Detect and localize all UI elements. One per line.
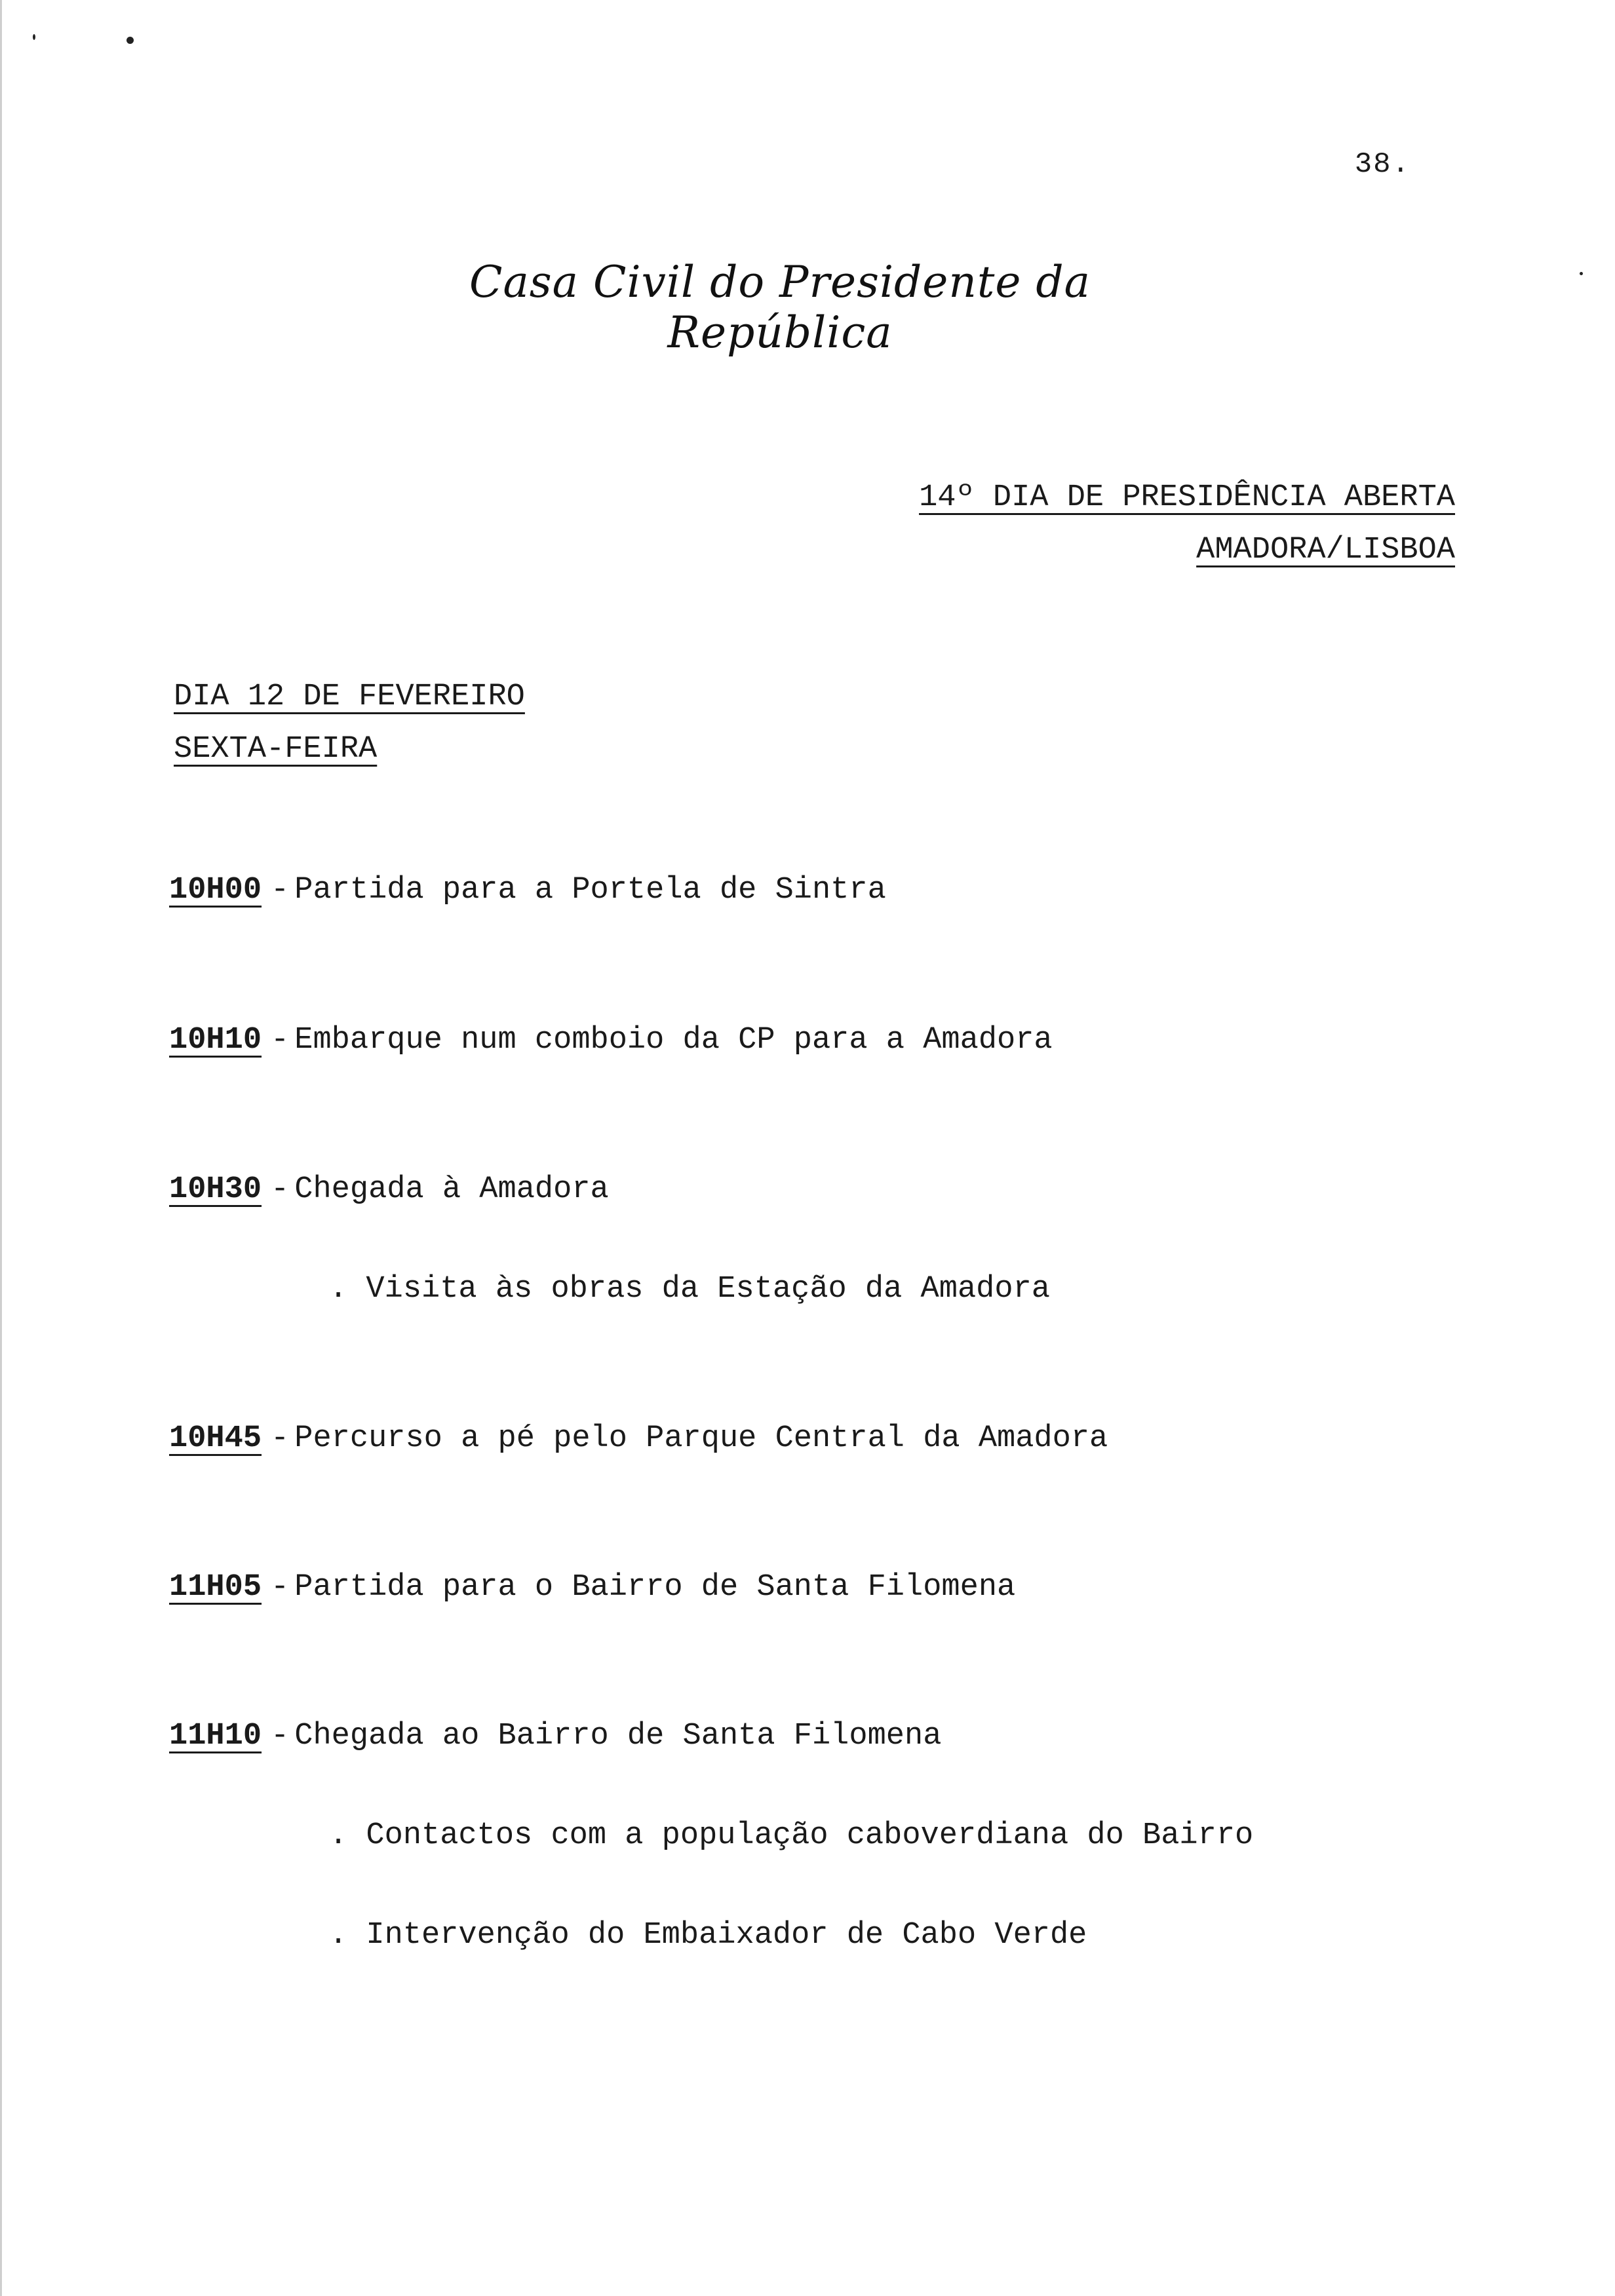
entry-time: 11H05 [169, 1570, 262, 1605]
entry-description: Chegada à Amadora [294, 1172, 609, 1207]
entry-description: Partida para o Bairro de Santa Filomena [294, 1570, 1016, 1605]
entry-subitem: . Intervenção do Embaixador de Cabo Verde [329, 1918, 1087, 1953]
header-left [174, 671, 525, 776]
entry-time: 10H30 [169, 1172, 262, 1207]
schedule-entry: 11H05 - Partida para o Bairro de Santa Filomena [169, 1570, 1016, 1605]
entry-description: Percurso a pé pelo Parque Central da Amadora [294, 1421, 1108, 1456]
entry-time: 10H45 [169, 1421, 262, 1456]
entry-time: 10H10 [169, 1023, 262, 1058]
header-weekday: SEXTA-FEIRA [174, 732, 378, 767]
letterhead-logo: Casa Civil do Presidente da República [469, 257, 1091, 358]
header-title: 14º DIA DE PRESIDÊNCIA ABERTA [919, 480, 1455, 515]
entry-subitem: . Contactos com a população caboverdiana do Bairro [329, 1818, 1254, 1853]
scan-speck [126, 37, 134, 44]
entry-description: Chegada ao Bairro de Santa Filomena [294, 1719, 942, 1753]
schedule-entry: 10H30 - Chegada à Amadora [169, 1172, 609, 1207]
schedule-entry: 11H10 - Chegada ao Bairro de Santa Filomena [169, 1719, 942, 1753]
scan-speck [33, 34, 35, 40]
schedule-entry: 10H45 - Percurso a pé pelo Parque Central da Amadora [169, 1421, 1108, 1456]
entry-description: Partida para a Portela de Sintra [294, 873, 886, 908]
scan-speck [1580, 272, 1583, 275]
header-date: DIA 12 DE FEVEREIRO [174, 679, 525, 714]
page-number: 38. [1354, 148, 1411, 181]
header-location: AMADORA/LISBOA [1196, 533, 1455, 567]
schedule-entry: 10H10 - Embarque num comboio da CP para a Amadora [169, 1023, 1053, 1058]
entry-time: 10H00 [169, 873, 262, 908]
schedule-entry: 10H00 - Partida para a Portela de Sintra [169, 873, 886, 908]
entry-subitem: . Visita às obras da Estação da Amadora [329, 1272, 1050, 1307]
entry-time: 11H10 [169, 1719, 262, 1753]
entry-description: Embarque num comboio da CP para a Amadora [294, 1023, 1053, 1058]
scan-edge [0, 0, 2, 2296]
header-right [919, 472, 1455, 577]
